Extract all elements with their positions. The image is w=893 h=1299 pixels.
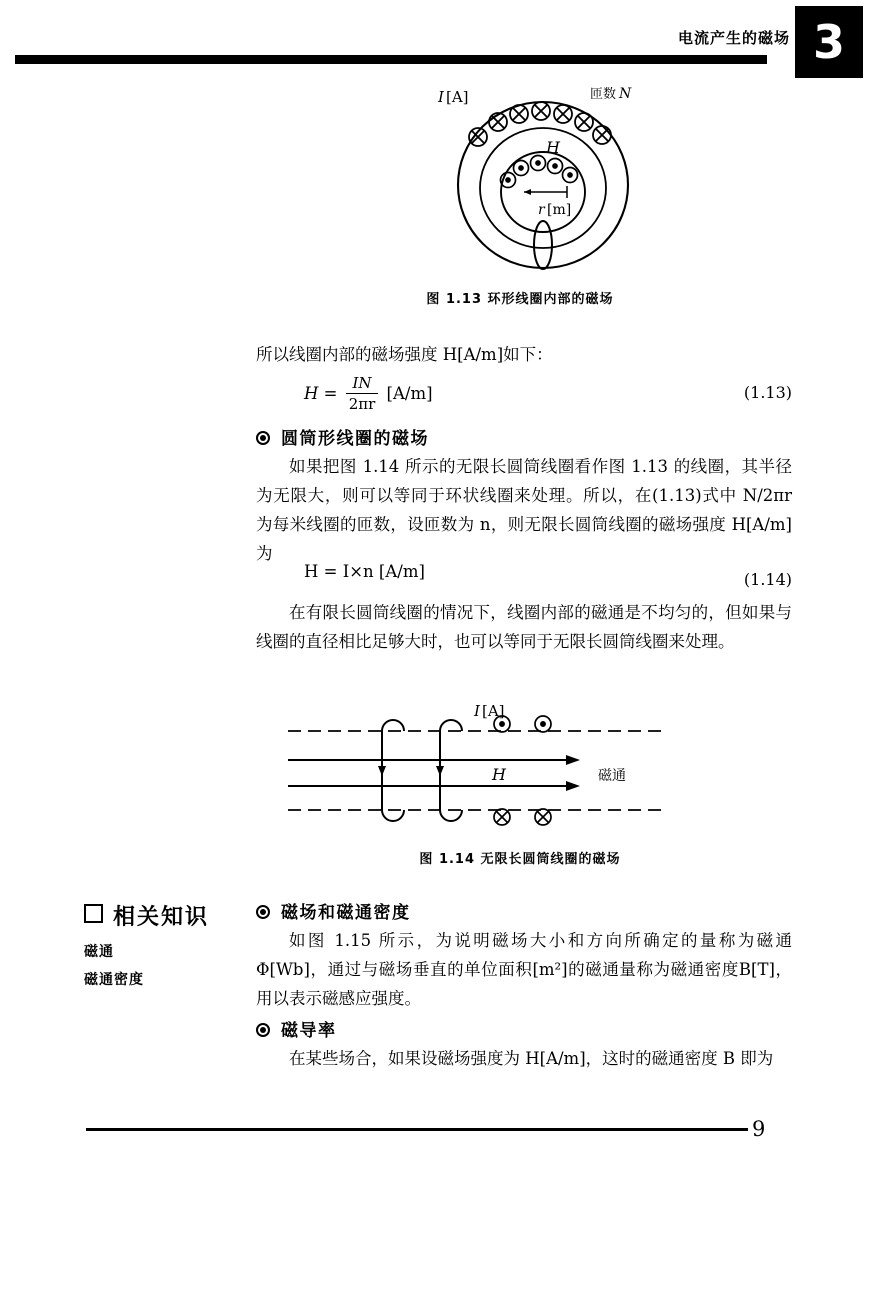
paragraph-permeability: [256, 1044, 792, 1073]
inner-winding-dots: [501, 156, 578, 188]
figure-1-14-solenoid: [280, 698, 670, 833]
sidebar-keyword-1: 磁通密度: [84, 972, 144, 988]
paragraph-cylindrical-coil-text: 如果把图 1.14 所示的无限长圆筒线圈看作图 1.13 的线圈，其半径为无限大，则可以等同于环状线圈来处理。所以，在(1.13)式中 N/2πr 为每米线圈的匝数，设匝数为 n，则无限长圆筒线圈的磁场强度 H[A/m]为: [256, 457, 792, 563]
equation-1-13-row: [256, 375, 792, 415]
paragraph-permeability-text: 在某些场合，如果设磁场强度为 H[A/m]，这时的磁通密度 B 即为: [289, 1049, 774, 1068]
h-field-arrows: [288, 755, 580, 791]
square-bullet-icon: [84, 904, 103, 923]
ring-bullet-icon: [256, 905, 270, 919]
section-heading-flux-density-label: 磁场和磁通密度: [281, 903, 411, 923]
paragraph-finite-coil-text: 在有限长圆筒线圈的情况下，线圈内部的磁通是不均匀的，但如果与线圈的直径相比足够大时，也可以等同于无限长圆筒线圈来处理。: [256, 603, 792, 651]
chapter-number: 3: [812, 15, 845, 69]
lead-sentence: 所以线圈内部的磁场强度 H[A/m]如下：: [256, 345, 553, 364]
section-heading-cylindrical-coil: [256, 424, 429, 449]
figure-1-13-label-radius: r: [538, 202, 545, 218]
figure-1-13-label-h: H: [546, 138, 560, 157]
figure-1-13-label-current: I: [438, 88, 444, 106]
equation-1-13-numerator: IN: [346, 374, 379, 394]
equation-1-14-number: (1.14): [743, 570, 792, 589]
figure-1-13-label-radius-unit: [m]: [547, 202, 572, 218]
equation-1-13-lhs: H =: [304, 384, 338, 403]
outer-winding-crosses: [469, 102, 611, 146]
equation-1-13-number: (1.13): [743, 383, 792, 402]
section-heading-flux-density: [256, 898, 411, 923]
figure-1-14-label-flux: 磁通: [598, 768, 626, 784]
figure-1-14-caption: 图 1.14 无限长圆筒线圈的磁场: [419, 852, 621, 867]
coil-turns: [378, 720, 462, 821]
sidebar-title: [84, 900, 209, 931]
figure-1-14-label-current-unit: [A]: [482, 702, 505, 720]
equation-1-13-body: [304, 375, 433, 414]
equation-1-14-body: H = I×n [A/m]: [304, 562, 425, 581]
ring-bullet-icon: [256, 431, 270, 445]
sidebar-title-label: 相关知识: [113, 905, 210, 930]
paragraph-finite-coil: [256, 598, 792, 656]
equation-1-14-row: [256, 562, 792, 602]
section-heading-permeability-label: 磁导率: [281, 1021, 337, 1041]
header-rule: [15, 55, 767, 64]
figure-1-13-label-turns-n: N: [619, 86, 632, 102]
sidebar-keyword-0: 磁通: [84, 944, 114, 960]
figure-1-14-label-current: I: [474, 702, 480, 720]
ring-bullet-icon: [256, 1023, 270, 1037]
footer-rule: [86, 1128, 748, 1131]
paragraph-flux-density: [256, 926, 792, 1013]
figure-1-14-label-h: H: [492, 765, 506, 784]
figure-1-13-caption: 图 1.13 环形线圈内部的磁场: [426, 292, 614, 307]
figure-1-13-label-turns: 匝数: [590, 87, 617, 102]
section-heading-permeability: [256, 1016, 337, 1041]
running-head-title: 电流产生的磁场: [677, 29, 790, 47]
current-in-crosses: [494, 809, 551, 825]
paragraph-cylindrical-coil: [256, 452, 792, 568]
section-heading-cylindrical-coil-label: 圆筒形线圈的磁场: [281, 429, 429, 449]
equation-1-13-unit: [A/m]: [386, 384, 433, 403]
page-number: 9: [752, 1117, 766, 1141]
figure-1-13-label-current-unit: [A]: [446, 88, 469, 106]
paragraph-flux-density-text: 如图 1.15 所示，为说明磁场大小和方向所确定的量称为磁通Φ[Wb]，通过与磁场垂直的单位面积[m²]的磁通量称为磁通密度B[T]，用以表示磁感应强度。: [256, 931, 792, 1008]
equation-1-13-fraction: [346, 374, 379, 413]
figure-1-13-toroidal-coil: [420, 80, 670, 275]
equation-1-13-denominator: 2πr: [348, 395, 376, 413]
